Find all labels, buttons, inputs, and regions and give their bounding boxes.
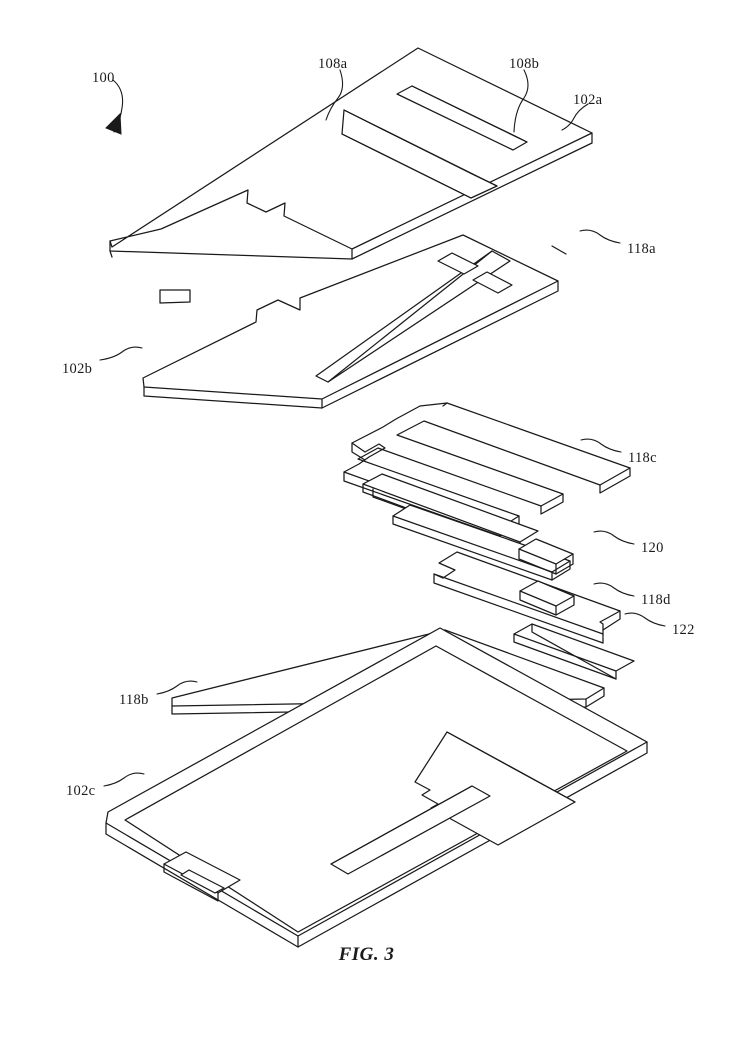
- ref-label-102c: 102c: [66, 783, 96, 799]
- ref-label-108a: 108a: [318, 56, 348, 72]
- ref-label-118a: 118a: [627, 241, 656, 257]
- ref-label-102b: 102b: [62, 361, 93, 377]
- ref-label-120: 120: [641, 540, 664, 556]
- ref-label-118b: 118b: [119, 692, 149, 708]
- ref-label-108b: 108b: [509, 56, 540, 72]
- ref-label-118d: 118d: [641, 592, 671, 608]
- ref-label-102a: 102a: [573, 92, 603, 108]
- figure-caption: FIG. 3: [338, 944, 395, 965]
- layer-102b-second-plate: [143, 235, 566, 408]
- ref-label-118c: 118c: [628, 450, 657, 466]
- layer-118c-antenna-trace: [344, 403, 630, 580]
- ref-label-100: 100: [92, 70, 115, 86]
- callout-arrow-100: [106, 80, 123, 134]
- ref-label-122: 122: [672, 622, 695, 638]
